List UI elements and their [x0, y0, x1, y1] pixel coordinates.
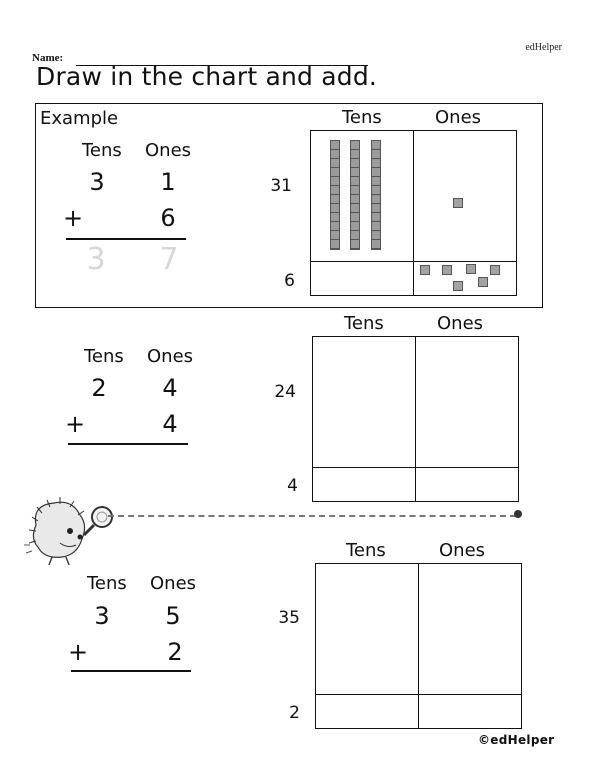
problem2-add-ones: 2 — [167, 638, 183, 666]
ones-unit — [442, 265, 452, 275]
problem1-number-bottom: 4 — [287, 476, 298, 496]
example-col-tens: Tens — [82, 140, 122, 161]
problem1-plus: + — [64, 410, 86, 438]
example-chart-divider-h — [310, 261, 517, 262]
problem1-number-top: 24 — [274, 382, 296, 402]
example-label: Example — [40, 108, 119, 129]
problem1-add-ones: 4 — [162, 410, 178, 438]
copyright-text: ©edHelper — [478, 733, 555, 747]
brand-text: edHelper — [525, 42, 562, 53]
problem2-top-ones: 5 — [165, 602, 181, 630]
problem1-answer-area[interactable] — [68, 448, 188, 482]
problem2-chart-divider-h — [315, 694, 522, 695]
problem1-col-tens: Tens — [84, 346, 124, 367]
problem1-chart-tens-header: Tens — [344, 313, 384, 334]
example-chart-ones-header: Ones — [435, 107, 482, 128]
example-col-ones: Ones — [145, 140, 192, 161]
tens-rod — [330, 140, 340, 250]
problem1-chart-divider-h — [312, 467, 519, 468]
problem2-number-bottom: 2 — [289, 703, 300, 723]
page-title: Draw in the chart and add. — [36, 62, 378, 91]
problem1-chart-divider-v — [415, 336, 416, 502]
problem1-top-ones: 4 — [162, 374, 178, 402]
problem2-chart-divider-v — [418, 563, 419, 729]
problem1-top-tens: 2 — [91, 374, 107, 402]
example-plus: + — [62, 204, 84, 232]
problem2-answer-area[interactable] — [71, 675, 191, 709]
problem2-number-top: 35 — [278, 608, 300, 628]
ones-unit — [453, 281, 463, 291]
bug-icon — [514, 510, 522, 518]
problem2-col-tens: Tens — [87, 573, 127, 594]
ones-unit — [420, 265, 430, 275]
problem2-plus: + — [67, 638, 89, 666]
tens-rod — [350, 140, 360, 250]
example-top-tens: 3 — [89, 168, 105, 196]
problem2-top-tens: 3 — [94, 602, 110, 630]
example-number-top: 31 — [270, 176, 292, 196]
problem2-sum-rule — [71, 670, 191, 672]
problem2-chart-tens-header: Tens — [346, 540, 386, 561]
example-sum-rule — [66, 238, 186, 240]
name-label: Name: — [32, 52, 64, 64]
example-chart-tens-header: Tens — [342, 107, 382, 128]
example-top-ones: 1 — [160, 168, 176, 196]
hedgehog-mascot-icon — [22, 495, 122, 570]
example-number-bottom: 6 — [284, 271, 295, 291]
ones-unit — [478, 277, 488, 287]
problem1-col-ones: Ones — [147, 346, 194, 367]
ones-unit — [466, 264, 476, 274]
example-sum-ones: 7 — [159, 242, 179, 277]
dotted-trail — [108, 515, 516, 517]
example-add-ones: 6 — [160, 204, 176, 232]
example-sum-tens: 3 — [86, 242, 106, 277]
ones-unit — [453, 198, 463, 208]
problem1-chart-ones-header: Ones — [437, 313, 484, 334]
problem2-chart-ones-header: Ones — [439, 540, 486, 561]
tens-rod — [371, 140, 381, 250]
problem2-col-ones: Ones — [150, 573, 197, 594]
ones-unit — [490, 265, 500, 275]
example-chart-divider-v — [413, 130, 414, 296]
problem1-sum-rule — [68, 443, 188, 445]
